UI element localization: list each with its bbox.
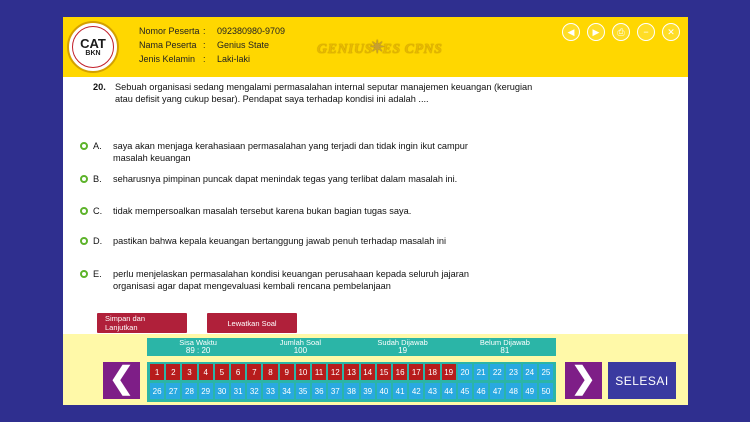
brand-left: GENIUS	[317, 42, 373, 57]
stat-label: Belum Dijawab	[479, 338, 530, 347]
stat-value: 89 : 20	[185, 346, 211, 355]
forward-icon[interactable]: ▶	[587, 23, 605, 41]
question-number-8[interactable]: 8	[263, 364, 277, 380]
participant-gender: Laki-laki	[217, 54, 251, 64]
stat-value: 19	[398, 346, 408, 355]
question-number-9[interactable]: 9	[280, 364, 294, 380]
question-number-47[interactable]: 47	[490, 383, 504, 399]
answer-actions	[97, 313, 297, 333]
question-number-18[interactable]: 18	[425, 364, 439, 380]
question-number-40[interactable]: 40	[377, 383, 391, 399]
question-number-19[interactable]: 19	[442, 364, 456, 380]
logo-line1: CAT	[80, 35, 106, 51]
question-number-44[interactable]: 44	[442, 383, 456, 399]
question-number-22[interactable]: 22	[490, 364, 504, 380]
question-number-20[interactable]: 20	[458, 364, 472, 380]
window-controls	[562, 23, 680, 41]
answered-count	[352, 338, 454, 356]
unanswered-count	[454, 338, 556, 356]
brand-right: ES CPNS	[382, 42, 443, 57]
participant-name-row	[139, 38, 285, 52]
save-and-continue-button[interactable]: Simpan dan Lanjutkan	[97, 313, 187, 333]
question-number-42[interactable]: 42	[409, 383, 423, 399]
question-grid	[147, 362, 556, 402]
stat-value: 81	[500, 346, 510, 355]
radio-icon[interactable]	[80, 175, 88, 183]
participant-number-row	[139, 24, 285, 38]
option-label: B.	[93, 174, 102, 184]
question-number-12[interactable]: 12	[328, 364, 342, 380]
info-sep: :	[203, 26, 206, 36]
question-number-48[interactable]: 48	[506, 383, 520, 399]
question-number-29[interactable]: 29	[199, 383, 213, 399]
skip-question-button[interactable]: Lewatkan Soal	[207, 313, 297, 333]
question-number-25[interactable]: 25	[539, 364, 553, 380]
exam-stats	[147, 338, 556, 356]
question-number-37[interactable]: 37	[328, 383, 342, 399]
question-number-10[interactable]: 10	[296, 364, 310, 380]
footer-panel	[63, 334, 688, 405]
question-number-4[interactable]: 4	[199, 364, 213, 380]
back-icon[interactable]: ◀	[562, 23, 580, 41]
question-number-32[interactable]: 32	[247, 383, 261, 399]
info-sep: :	[203, 54, 206, 64]
question-number-17[interactable]: 17	[409, 364, 423, 380]
stat-label: Jumlah Soal	[279, 338, 322, 347]
radio-icon[interactable]	[80, 270, 88, 278]
question-number-3[interactable]: 3	[182, 364, 196, 380]
question-number-27[interactable]: 27	[166, 383, 180, 399]
question-number-14[interactable]: 14	[361, 364, 375, 380]
option-c[interactable]	[80, 205, 500, 217]
option-label: D.	[93, 236, 103, 246]
option-e[interactable]	[80, 268, 500, 292]
option-text: pastikan bahwa kepala keuangan bertanggung jawab penuh terhadap masalah ini	[113, 236, 447, 246]
stat-label: Sisa Waktu	[179, 338, 217, 347]
question-number-38[interactable]: 38	[344, 383, 358, 399]
question-number-46[interactable]: 46	[474, 383, 488, 399]
star-icon: ✴	[369, 37, 386, 57]
question-number-41[interactable]: 41	[393, 383, 407, 399]
close-icon[interactable]: ✕	[662, 23, 680, 41]
option-b[interactable]	[80, 173, 500, 185]
total-questions	[249, 338, 351, 356]
minimize-icon[interactable]: −	[637, 23, 655, 41]
option-label: E.	[93, 269, 102, 279]
stat-value: 100	[293, 346, 308, 355]
exam-window	[63, 17, 688, 405]
option-a[interactable]	[80, 140, 500, 164]
stat-label: Sudah Dijawab	[377, 338, 428, 347]
question-number-28[interactable]: 28	[182, 383, 196, 399]
option-text: tidak mempersoalkan masalah tersebut karena bukan bagian tugas saya.	[113, 206, 412, 216]
info-label: Nomor Peserta	[139, 26, 200, 36]
time-remaining	[147, 338, 249, 356]
print-icon[interactable]: ⎙	[612, 23, 630, 41]
info-label: Jenis Kelamin	[139, 54, 196, 64]
question-number-21[interactable]: 21	[474, 364, 488, 380]
info-sep: :	[203, 40, 206, 50]
question-number-50[interactable]: 50	[539, 383, 553, 399]
question-number: 20.	[93, 82, 106, 92]
radio-icon[interactable]	[80, 142, 88, 150]
question-number-30[interactable]: 30	[215, 383, 229, 399]
question-number-43[interactable]: 43	[425, 383, 439, 399]
question-number-49[interactable]: 49	[523, 383, 537, 399]
next-page-button[interactable]: ❯	[565, 362, 602, 399]
question-number-15[interactable]: 15	[377, 364, 391, 380]
question-block	[93, 81, 533, 105]
brand-logo	[317, 37, 442, 58]
question-text: Sebuah organisasi sedang mengalami permasalahan internal seputar manajemen keuangan (kerugian atau defisit yang cukup besar). Pendapat saya terhadap kondisi ini adalah ....	[115, 82, 533, 104]
radio-icon[interactable]	[80, 237, 88, 245]
question-number-26[interactable]: 26	[150, 383, 164, 399]
participant-info	[139, 24, 285, 66]
option-label: A.	[93, 141, 102, 151]
question-number-39[interactable]: 39	[361, 383, 375, 399]
question-number-5[interactable]: 5	[215, 364, 229, 380]
option-text: perlu menjelaskan permasalahan kondisi keuangan perusahaan kepada seluruh jajaran organisasi agar dapat mengevaluasi kembali rencana pembelanjaan	[113, 269, 470, 291]
cat-bkn-logo	[67, 21, 119, 73]
option-label: C.	[93, 206, 103, 216]
question-number-6[interactable]: 6	[231, 364, 245, 380]
logo-line2: BKN	[85, 49, 101, 57]
question-number-31[interactable]: 31	[231, 383, 245, 399]
question-number-36[interactable]: 36	[312, 383, 326, 399]
question-number-13[interactable]: 13	[344, 364, 358, 380]
question-number-16[interactable]: 16	[393, 364, 407, 380]
question-number-34[interactable]: 34	[280, 383, 294, 399]
option-text: saya akan menjaga kerahasiaan permasalahan yang terjadi dan tidak ingin ikut campur masalah keuangan	[113, 141, 468, 163]
finish-button[interactable]: SELESAI	[608, 362, 676, 399]
info-label: Nama Peserta	[139, 40, 197, 50]
prev-page-button[interactable]: ❮	[103, 362, 140, 399]
radio-icon[interactable]	[80, 207, 88, 215]
question-number-2[interactable]: 2	[166, 364, 180, 380]
question-number-33[interactable]: 33	[263, 383, 277, 399]
participant-gender-row	[139, 52, 285, 66]
question-number-35[interactable]: 35	[296, 383, 310, 399]
participant-name: Genius State	[217, 40, 270, 50]
header-bar	[63, 17, 688, 77]
question-number-7[interactable]: 7	[247, 364, 261, 380]
question-number-45[interactable]: 45	[458, 383, 472, 399]
question-number-23[interactable]: 23	[506, 364, 520, 380]
participant-number: 092380980-9709	[217, 26, 286, 36]
option-d[interactable]	[80, 235, 500, 247]
question-number-24[interactable]: 24	[523, 364, 537, 380]
option-text: seharusnya pimpinan puncak dapat menindak tegas yang terlibat dalam masalah ini.	[113, 174, 458, 184]
question-number-11[interactable]: 11	[312, 364, 326, 380]
question-number-1[interactable]: 1	[150, 364, 164, 380]
